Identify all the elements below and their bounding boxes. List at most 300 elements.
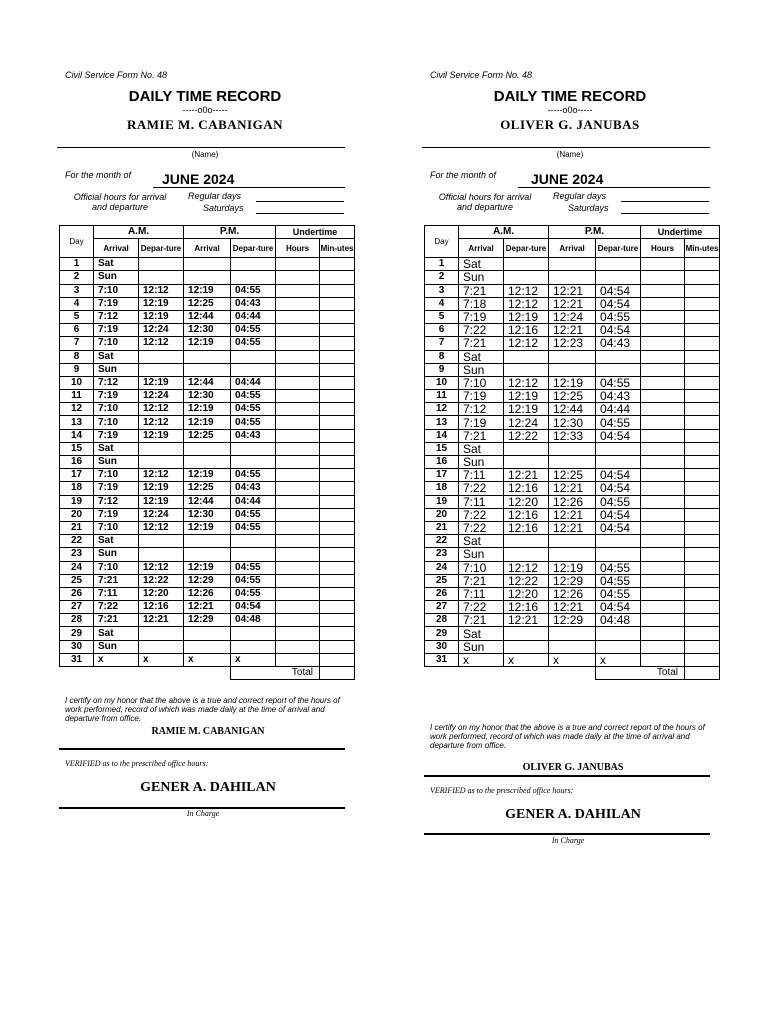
undertime-minutes-cell: [320, 297, 355, 310]
undertime-minutes-cell: [685, 403, 720, 416]
am-arrival-cell: 7:21: [459, 574, 504, 587]
undertime-minutes-cell: [320, 271, 355, 284]
am-arrival-cell: 7:19: [459, 416, 504, 429]
day-cell: 5: [60, 310, 94, 323]
pm-departure-cell: 04:54: [596, 284, 641, 297]
pm-departure-cell: 04:55: [231, 574, 276, 587]
undertime-minutes-cell: [320, 521, 355, 534]
official-hours-label: Official hours for arrival and departure: [438, 192, 532, 212]
day-cell: 1: [425, 258, 459, 271]
pm-arrival-cell: 12:25: [549, 469, 596, 482]
undertime-hours-cell: [276, 548, 320, 561]
undertime-hours-cell: [276, 271, 320, 284]
am-arrival-cell: Sun: [94, 456, 139, 469]
undertime-minutes-cell: [685, 376, 720, 389]
am-arrival-cell: 7:19: [459, 390, 504, 403]
undertime-hours-cell: [276, 614, 320, 627]
pm-departure-cell: 04:55: [231, 416, 276, 429]
pm-departure-cell: 04:55: [231, 561, 276, 574]
day-cell: 7: [425, 337, 459, 350]
undertime-hours-cell: [641, 403, 685, 416]
pm-departure-cell: 04:55: [231, 390, 276, 403]
pm-departure-cell: 04:55: [231, 337, 276, 350]
day-cell: 31: [60, 653, 94, 666]
am-arrival-cell: Sat: [459, 535, 504, 548]
undertime-hours-cell: [276, 482, 320, 495]
undertime-hours-cell: [276, 640, 320, 653]
table-row: [425, 653, 720, 666]
day-header: Day: [425, 226, 459, 258]
undertime-minutes-cell: [320, 363, 355, 376]
certification-text: I certify on my honor that the above is a true and correct report of the hours of work performed, record of which was made daily at the time of arrival and departure from office.: [430, 723, 705, 750]
undertime-hours-cell: [641, 337, 685, 350]
day-cell: 14: [60, 429, 94, 442]
saturdays-label: Saturdays: [568, 203, 609, 213]
undertime-hours-cell: [276, 310, 320, 323]
day-cell: 23: [60, 548, 94, 561]
pm-arrival-cell: 12:44: [549, 403, 596, 416]
pm-departure-cell: 04:44: [231, 495, 276, 508]
am-departure-cell: [504, 640, 549, 653]
am-departure-cell: [139, 363, 184, 376]
am-arrival-cell: 7:10: [94, 337, 139, 350]
table-row: [60, 284, 355, 297]
pm-arrival-cell: [184, 271, 231, 284]
pm-departure-cell: 04:54: [596, 324, 641, 337]
pm-arrival-cell: 12:19: [184, 337, 231, 350]
month-line: [153, 187, 345, 188]
undertime-hours-cell: [641, 416, 685, 429]
day-cell: 23: [425, 548, 459, 561]
undertime-minutes-cell: [685, 508, 720, 521]
am-departure-cell: 12:19: [504, 310, 549, 323]
undertime-minutes-cell: [685, 271, 720, 284]
day-cell: 15: [60, 442, 94, 455]
am-arrival-cell: Sat: [94, 442, 139, 455]
am-departure-cell: 12:16: [504, 508, 549, 521]
undertime-minutes-cell: [320, 574, 355, 587]
pm-departure-cell: 04:54: [596, 297, 641, 310]
am-arrival-cell: 7:10: [94, 561, 139, 574]
undertime-hours-cell: [276, 587, 320, 600]
pm-departure-cell: 04:44: [596, 403, 641, 416]
am-arrival-cell: 7:21: [459, 429, 504, 442]
undertime-minutes-cell: [320, 456, 355, 469]
time-record-table: [424, 225, 720, 680]
undertime-hours-cell: [276, 653, 320, 666]
pm-departure-cell: [231, 456, 276, 469]
pm-departure-cell: 04:55: [596, 587, 641, 600]
pm-arrival-cell: [184, 548, 231, 561]
undertime-minutes-cell: [320, 561, 355, 574]
am-departure-cell: [504, 627, 549, 640]
am-arrival-cell: Sat: [94, 258, 139, 271]
undertime-minutes-cell: [685, 653, 720, 666]
name-caption: (Name): [191, 150, 219, 159]
pm-arrival-cell: 12:21: [549, 601, 596, 614]
undertime-hours-cell: [276, 495, 320, 508]
am-arrival-header: Arrival: [459, 239, 504, 258]
undertime-hours-cell: [276, 601, 320, 614]
pm-departure-cell: [596, 363, 641, 376]
undertime-hours-cell: [641, 429, 685, 442]
am-arrival-cell: 7:19: [94, 390, 139, 403]
table-row: [60, 337, 355, 350]
am-arrival-cell: 7:22: [459, 521, 504, 534]
undertime-minutes-cell: [685, 535, 720, 548]
pm-departure-cell: [231, 363, 276, 376]
am-departure-cell: 12:22: [139, 574, 184, 587]
day-cell: 5: [425, 310, 459, 323]
day-cell: 21: [60, 521, 94, 534]
undertime-minutes-header: Min-utes: [685, 239, 720, 258]
pm-arrival-cell: [549, 548, 596, 561]
table-row: [425, 390, 720, 403]
total-label: Total: [231, 667, 320, 680]
undertime-minutes-cell: [685, 601, 720, 614]
name-line: [57, 147, 345, 148]
saturdays-label: Saturdays: [203, 203, 244, 213]
undertime-hours-cell: [641, 561, 685, 574]
employee-name: RAMIE M. CABANIGAN: [127, 117, 283, 132]
undertime-minutes-cell: [320, 442, 355, 455]
day-cell: 25: [60, 574, 94, 587]
am-departure-cell: 12:24: [139, 390, 184, 403]
pm-arrival-cell: 12:30: [184, 508, 231, 521]
regular-days-label: Regular days: [553, 191, 607, 201]
pm-departure-cell: 04:55: [231, 508, 276, 521]
am-departure-cell: 12:21: [139, 614, 184, 627]
am-departure-cell: 12:12: [139, 403, 184, 416]
pm-departure-cell: 04:55: [596, 376, 641, 389]
pm-arrival-cell: [549, 350, 596, 363]
day-cell: 30: [60, 640, 94, 653]
name-caption: (Name): [556, 150, 584, 159]
pm-departure-cell: x: [231, 653, 276, 666]
undertime-minutes-cell: [685, 561, 720, 574]
table-row: [425, 337, 720, 350]
pm-arrival-cell: 12:26: [184, 587, 231, 600]
undertime-hours-cell: [276, 535, 320, 548]
pm-arrival-cell: [549, 535, 596, 548]
table-row: [425, 284, 720, 297]
pm-arrival-cell: [549, 442, 596, 455]
undertime-hours-cell: [641, 297, 685, 310]
pm-arrival-cell: 12:21: [549, 324, 596, 337]
undertime-minutes-cell: [685, 337, 720, 350]
pm-arrival-cell: 12:25: [184, 297, 231, 310]
pm-departure-cell: [596, 640, 641, 653]
table-row: [425, 587, 720, 600]
table-row: [425, 469, 720, 482]
am-departure-cell: 12:12: [139, 284, 184, 297]
am-arrival-cell: Sat: [94, 350, 139, 363]
pm-arrival-cell: 12:19: [184, 284, 231, 297]
am-header: A.M.: [459, 226, 549, 239]
undertime-hours-cell: [641, 376, 685, 389]
signature-line: [424, 775, 710, 777]
pm-arrival-cell: [549, 627, 596, 640]
am-arrival-cell: x: [459, 653, 504, 666]
am-departure-cell: 12:21: [504, 614, 549, 627]
undertime-hours-cell: [276, 469, 320, 482]
pm-arrival-cell: 12:44: [184, 376, 231, 389]
pm-arrival-cell: 12:21: [549, 521, 596, 534]
am-arrival-cell: Sun: [94, 640, 139, 653]
am-departure-cell: 12:12: [139, 469, 184, 482]
am-departure-cell: 12:12: [504, 376, 549, 389]
am-arrival-cell: Sat: [459, 258, 504, 271]
pm-arrival-cell: 12:44: [184, 495, 231, 508]
pm-arrival-cell: [184, 442, 231, 455]
am-arrival-cell: 7:18: [459, 297, 504, 310]
undertime-hours-cell: [276, 350, 320, 363]
undertime-minutes-cell: [685, 495, 720, 508]
form-title: DAILY TIME RECORD: [493, 88, 647, 105]
undertime-hours-cell: [276, 416, 320, 429]
undertime-minutes-cell: [685, 548, 720, 561]
undertime-hours-cell: [641, 258, 685, 271]
table-row: [60, 574, 355, 587]
month-line: [518, 187, 710, 188]
am-arrival-cell: 7:10: [94, 469, 139, 482]
table-row: [425, 297, 720, 310]
day-cell: 13: [60, 416, 94, 429]
undertime-minutes-cell: [320, 548, 355, 561]
undertime-minutes-cell: [685, 429, 720, 442]
employee-name: OLIVER G. JANUBAS: [500, 117, 640, 132]
pm-arrival-cell: 12:26: [549, 587, 596, 600]
day-cell: 4: [60, 297, 94, 310]
table-row: [425, 403, 720, 416]
table-row: [60, 350, 355, 363]
day-cell: 12: [60, 403, 94, 416]
undertime-minutes-cell: [685, 363, 720, 376]
pm-arrival-cell: 12:26: [549, 495, 596, 508]
pm-arrival-cell: [184, 456, 231, 469]
table-row: [425, 640, 720, 653]
pm-departure-cell: [596, 442, 641, 455]
undertime-minutes-header: Min-utes: [320, 239, 355, 258]
undertime-hours-cell: [641, 442, 685, 455]
pm-departure-cell: 04:54: [231, 601, 276, 614]
am-arrival-cell: 7:19: [459, 310, 504, 323]
am-arrival-cell: 7:10: [94, 403, 139, 416]
pm-arrival-cell: 12:25: [184, 429, 231, 442]
undertime-hours-cell: [641, 508, 685, 521]
day-cell: 9: [60, 363, 94, 376]
day-cell: 29: [60, 627, 94, 640]
am-departure-cell: 12:16: [504, 521, 549, 534]
am-departure-cell: 12:12: [139, 561, 184, 574]
undertime-hours-cell: [641, 284, 685, 297]
am-departure-cell: 12:20: [504, 495, 549, 508]
undertime-minutes-cell: [685, 521, 720, 534]
am-departure-cell: [139, 271, 184, 284]
am-departure-cell: x: [504, 653, 549, 666]
undertime-hours-cell: [276, 442, 320, 455]
undertime-minutes-cell: [320, 350, 355, 363]
pm-departure-cell: 04:55: [596, 416, 641, 429]
pm-arrival-cell: [184, 363, 231, 376]
title-divider: -----o0o-----: [182, 105, 228, 115]
am-arrival-cell: Sun: [459, 456, 504, 469]
day-cell: 29: [425, 627, 459, 640]
table-row: [425, 495, 720, 508]
table-row: [425, 456, 720, 469]
table-row: [60, 469, 355, 482]
pm-arrival-cell: 12:19: [184, 403, 231, 416]
verified-text: VERIFIED as to the prescribed office hours:: [65, 759, 209, 768]
day-cell: 11: [60, 390, 94, 403]
day-header: Day: [60, 226, 94, 258]
undertime-hours-cell: [276, 363, 320, 376]
pm-departure-cell: 04:43: [596, 390, 641, 403]
employee-signature-name: OLIVER G. JANUBAS: [522, 762, 624, 773]
pm-arrival-cell: [184, 258, 231, 271]
undertime-minutes-cell: [320, 535, 355, 548]
pm-departure-cell: 04:48: [231, 614, 276, 627]
day-cell: 28: [425, 614, 459, 627]
pm-arrival-cell: 12:24: [549, 310, 596, 323]
pm-arrival-cell: 12:33: [549, 429, 596, 442]
total-cell: [320, 667, 355, 680]
table-row: [425, 561, 720, 574]
total-label: Total: [596, 667, 685, 680]
day-cell: 19: [425, 495, 459, 508]
undertime-minutes-cell: [320, 337, 355, 350]
undertime-hours-cell: [276, 574, 320, 587]
undertime-hours-cell: [276, 376, 320, 389]
table-row: [60, 324, 355, 337]
am-departure-cell: [139, 640, 184, 653]
table-row: [425, 429, 720, 442]
am-arrival-cell: 7:22: [94, 601, 139, 614]
am-arrival-cell: Sat: [459, 350, 504, 363]
pm-departure-cell: 04:43: [231, 429, 276, 442]
table-row: [60, 297, 355, 310]
pm-arrival-cell: 12:21: [549, 508, 596, 521]
am-departure-cell: 12:21: [504, 469, 549, 482]
undertime-hours-cell: [641, 271, 685, 284]
pm-arrival-header: Arrival: [184, 239, 231, 258]
pm-departure-cell: 04:43: [231, 297, 276, 310]
pm-departure-cell: [231, 548, 276, 561]
table-row: [60, 495, 355, 508]
pm-departure-cell: 04:55: [231, 284, 276, 297]
am-arrival-cell: 7:21: [459, 337, 504, 350]
pm-departure-cell: [596, 456, 641, 469]
pm-arrival-cell: 12:29: [549, 574, 596, 587]
table-row: [60, 521, 355, 534]
pm-arrival-cell: x: [549, 653, 596, 666]
pm-departure-cell: 04:54: [596, 469, 641, 482]
undertime-hours-cell: [276, 324, 320, 337]
day-cell: 31: [425, 653, 459, 666]
table-row: [425, 574, 720, 587]
pm-arrival-cell: [549, 640, 596, 653]
regular-days-line: [621, 201, 709, 202]
am-departure-cell: 12:19: [504, 390, 549, 403]
day-cell: 30: [425, 640, 459, 653]
pm-arrival-cell: 12:44: [184, 310, 231, 323]
table-row: [60, 456, 355, 469]
table-row: [60, 653, 355, 666]
pm-departure-cell: [231, 535, 276, 548]
undertime-hours-cell: [276, 403, 320, 416]
undertime-minutes-cell: [320, 429, 355, 442]
table-row: [60, 390, 355, 403]
am-departure-cell: 12:19: [139, 310, 184, 323]
am-departure-cell: [504, 271, 549, 284]
am-arrival-cell: 7:11: [459, 469, 504, 482]
table-row: [425, 310, 720, 323]
am-arrival-cell: 7:10: [94, 416, 139, 429]
am-departure-cell: [139, 627, 184, 640]
am-departure-cell: 12:16: [504, 324, 549, 337]
pm-departure-cell: 04:43: [231, 482, 276, 495]
pm-arrival-cell: [184, 535, 231, 548]
pm-departure-cell: [596, 258, 641, 271]
undertime-hours-cell: [641, 535, 685, 548]
am-departure-cell: [139, 258, 184, 271]
day-cell: 18: [425, 482, 459, 495]
undertime-minutes-cell: [320, 390, 355, 403]
time-record-table: [59, 225, 355, 680]
pm-arrival-cell: 12:21: [184, 601, 231, 614]
undertime-hours-cell: [276, 456, 320, 469]
am-arrival-cell: 7:10: [459, 561, 504, 574]
table-row: [60, 310, 355, 323]
table-row: [60, 258, 355, 271]
pm-departure-cell: [596, 627, 641, 640]
table-row: [60, 429, 355, 442]
table-row: [425, 363, 720, 376]
undertime-minutes-cell: [320, 640, 355, 653]
table-row: [425, 442, 720, 455]
undertime-minutes-cell: [320, 284, 355, 297]
undertime-hours-cell: [641, 324, 685, 337]
undertime-header: Undertime: [276, 226, 355, 239]
pm-arrival-cell: 12:30: [549, 416, 596, 429]
undertime-minutes-cell: [320, 376, 355, 389]
form-number: Civil Service Form No. 48: [430, 70, 533, 80]
pm-departure-cell: 04:55: [231, 324, 276, 337]
am-arrival-cell: Sun: [94, 271, 139, 284]
undertime-minutes-cell: [685, 574, 720, 587]
am-arrival-cell: 7:21: [459, 614, 504, 627]
pm-departure-cell: 04:44: [231, 310, 276, 323]
am-arrival-cell: 7:11: [459, 587, 504, 600]
pm-departure-cell: [596, 271, 641, 284]
undertime-minutes-cell: [685, 482, 720, 495]
day-cell: 24: [425, 561, 459, 574]
am-arrival-cell: 7:21: [94, 614, 139, 627]
day-cell: 12: [425, 403, 459, 416]
am-arrival-cell: Sun: [459, 640, 504, 653]
am-arrival-cell: 7:11: [459, 495, 504, 508]
table-row: [425, 258, 720, 271]
undertime-minutes-cell: [320, 403, 355, 416]
pm-departure-cell: [596, 548, 641, 561]
am-arrival-cell: Sun: [459, 271, 504, 284]
day-cell: 15: [425, 442, 459, 455]
pm-arrival-cell: [549, 258, 596, 271]
am-arrival-cell: Sat: [94, 535, 139, 548]
am-arrival-cell: 7:12: [94, 495, 139, 508]
undertime-hours-cell: [641, 587, 685, 600]
pm-departure-cell: 04:55: [596, 495, 641, 508]
